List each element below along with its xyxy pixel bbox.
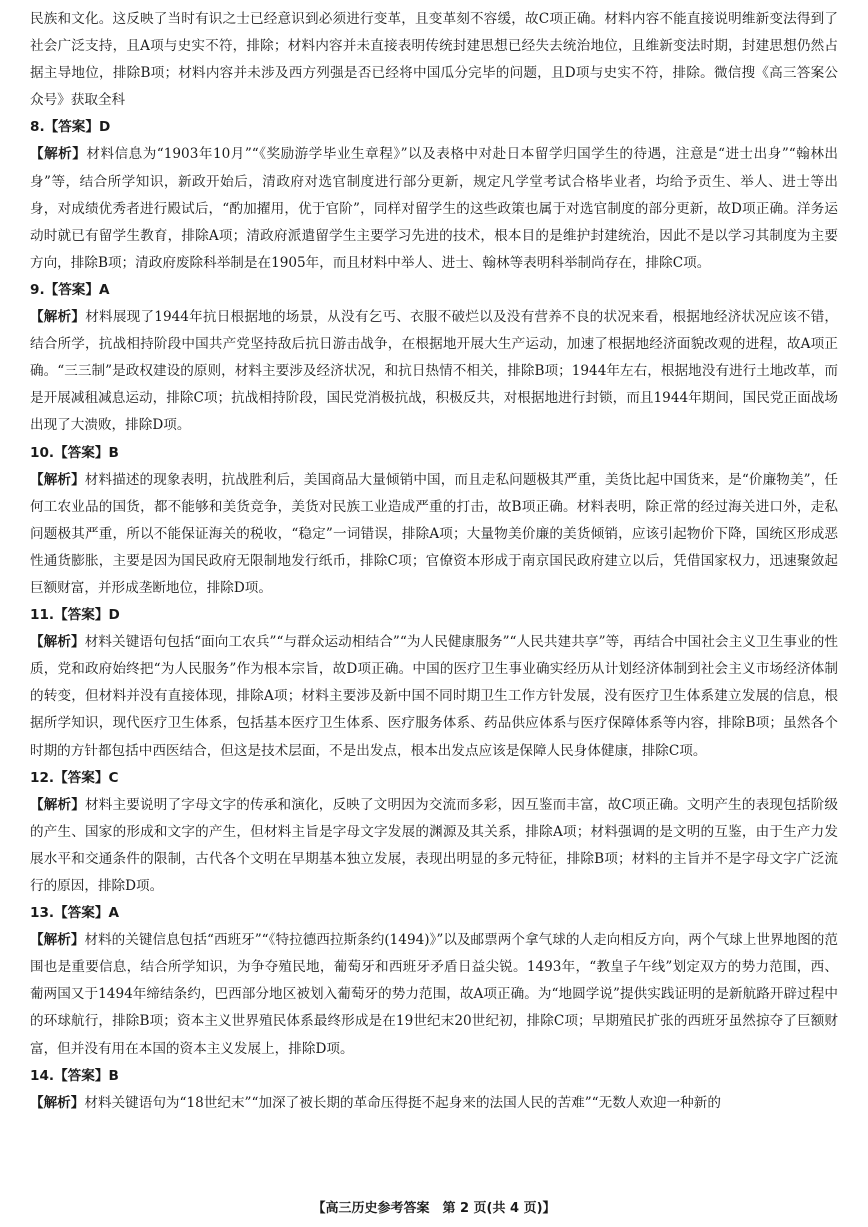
explanation-text: 材料关键语句为“18世纪末”“加深了被长期的革命压得挺不起身来的法国人民的苦难”“无数人欢迎一种新的 <box>84 1094 721 1111</box>
question-13 <box>30 900 838 1063</box>
explanation <box>30 927 838 1062</box>
explanation-tag: 【解析】 <box>30 146 87 163</box>
answer-heading: 14.【答案】B <box>30 1067 119 1084</box>
question-8 <box>30 114 838 277</box>
question-9 <box>30 277 838 440</box>
explanation <box>30 467 838 602</box>
answer-heading: 10.【答案】B <box>30 444 119 461</box>
explanation-tag: 【解析】 <box>30 309 86 326</box>
page-footer: 【高三历史参考答案 第 2 页(共 4 页)】 <box>312 1201 556 1216</box>
explanation <box>30 629 838 764</box>
explanation-text: 材料主要说明了字母文字的传承和演化，反映了文明因为交流而多彩，因互鉴而丰富，故C项正确。文明产生的表现包括阶级的产生、国家的形成和文字的产生，但材料主旨是字母文字发展的渊源及其关系，排除A项；材料强调的是文明的互鉴，由于生产力发展水平和交通条件的限制，古代各个文明在早期基本独立发展，表现出明显的多元特征，排除B项；材料的主旨并不是字母文字广泛流行的原因，排除D项。 <box>30 796 838 894</box>
explanation <box>30 792 838 900</box>
question-11 <box>30 602 838 765</box>
explanation-text: 材料展现了1944年抗日根据地的场景，从没有乞丐、衣服不破烂以及没有营养不良的状况来看，根据地经济状况应该不错，结合所学，抗战相持阶段中国共产党坚持敌后抗日游击战争，在根据地开展大生产运动，加速了根据地经济面貌改观的进程，故A项正确。“三三制”是政权建设的原则，材料主要涉及经济状况，和抗日热情不相关，排除B项；1944年左右，根据地没有进行土地改革，而是开展减租减息运动，排除C项；抗战相持阶段，国民党消极抗战，积极反共，对根据地进行封锁，而且1944年期间，国民党正面战场出现了大溃败，排除D项。 <box>30 309 839 434</box>
answer-heading: 8.【答案】D <box>30 119 111 136</box>
explanation-tag: 【解析】 <box>30 471 85 488</box>
explanation-tag: 【解析】 <box>30 932 85 949</box>
explanation <box>30 1090 838 1117</box>
explanation-text: 材料信息为“1903年10月”“《奖励游学毕业生章程》”以及表格中对赴日本留学归国学生的待遇，注意是“进士出身”“翰林出身”等，结合所学知识，新政开始后，清政府对选官制度进行部分更新，规定凡学堂考试合格毕业者，均给予贡生、举人、进士等出身，对成绩优秀者进行殿试后，“酌加擢用，优于官阶”，同样对留学生的这些政策也属于对选官制度的部分更新，故D项正确。洋务运动时就已有留学生教育，排除A项；清政府派遣留学生主要学习先进的技术，根本目的是维护封建统治，因此不是以学习其制度为主要方向，排除B项；清政府废除科举制是在1905年，而且材料中举人、进士、翰林等表明科举制尚存在，排除C项。 <box>30 146 838 271</box>
answer-heading: 9.【答案】A <box>30 281 110 298</box>
intro-paragraph: 民族和文化。这反映了当时有识之士已经意识到必须进行变革，且变革刻不容缓，故C项正确。材料内容不能直接说明维新变法得到了社会广泛支持，且A项与史实不符，排除；材料内容并未直接表明传统封建思想已经失去统治地位，且维新变法时期，封建思想仍然占据主导地位，排除B项；材料内容并未涉及西方列强是否已经将中国瓜分完毕的问题，且D项与史实不符，排除。微信搜《高三答案公众号》获取全科 <box>30 11 838 109</box>
explanation-tag: 【解析】 <box>30 1094 85 1111</box>
explanation <box>30 304 838 439</box>
answer-heading: 11.【答案】D <box>30 607 120 624</box>
explanation-tag: 【解析】 <box>30 796 86 813</box>
explanation-text: 材料描述的现象表明，抗战胜利后，美国商品大量倾销中国，而且走私问题极其严重，美货比起中国货来，是“价廉物美”，任何工农业品的国货，都不能够和美货竞争，美货对民族工业造成严重的打击，故B项正确。材料表明，除正常的经过海关进口外，走私问题极其严重，所以不能保证海关的税收，“稳定”一词错误，排除A项；大量物美价廉的美货倾销，应该引起物价下降，国统区形成恶性通货膨胀，主要是因为国民政府无限制地发行纸币，排除C项；官僚资本形成于南京国民政府建立以后，凭借国家权力，迅速聚敛起巨额财富，并形成垄断地位，排除D项。 <box>30 471 838 596</box>
explanation-text: 材料的关键信息包括“西班牙”“《特拉德西拉斯条约(1494)》”以及邮票两个拿气球的人走向相反方向，两个气球上世界地图的范围也是重要信息，结合所学知识，为争夺殖民地，葡萄牙和西班牙矛盾日益尖锐。1493年，“教皇子午线”划定双方的势力范围，西、葡两国又于1494年缔结条约，巴西部分地区被划入葡萄牙的势力范围，故A项正确。为“地圆学说”提供实践证明的是新航路开辟过程中的环球航行，排除B项；资本主义世界殖民体系最终形成是在19世纪末20世纪初，排除C项；早期殖民扩张的西班牙虽然掠夺了巨额财富，但并没有用在本国的资本主义发展上，排除D项。 <box>30 932 839 1057</box>
question-10 <box>30 440 838 603</box>
question-14 <box>30 1063 838 1117</box>
explanation-text: 材料关键语句包括“面向工农兵”“与群众运动相结合”“为人民健康服务”“人民共建共享”等，再结合中国社会主义卫生事业的性质，党和政府始终把“为人民服务”作为根本宗旨，故D项正确。中国的医疗卫生事业确实经历从计划经济体制到社会主义市场经济体制的转变，但材料并没有直接体现，排除A项；材料主要涉及新中国不同时期卫生工作方针发展，没有医疗卫生体系建立发展的信息，根据所学知识，现代医疗卫生体系，包括基本医疗卫生体系、医疗服务体系、药品供应体系与医疗保障体系等内容，排除B项；虽然各个时期的方针都包括中西医结合，但这是技术层面，不是出发点，根本出发点应该是保障人民身体健康，排除C项。 <box>30 634 839 759</box>
answer-heading: 12.【答案】C <box>30 769 119 786</box>
answer-page <box>30 6 838 1117</box>
explanation-tag: 【解析】 <box>30 634 85 651</box>
answer-heading: 13.【答案】A <box>30 905 119 922</box>
question-12 <box>30 765 838 900</box>
explanation <box>30 141 838 276</box>
